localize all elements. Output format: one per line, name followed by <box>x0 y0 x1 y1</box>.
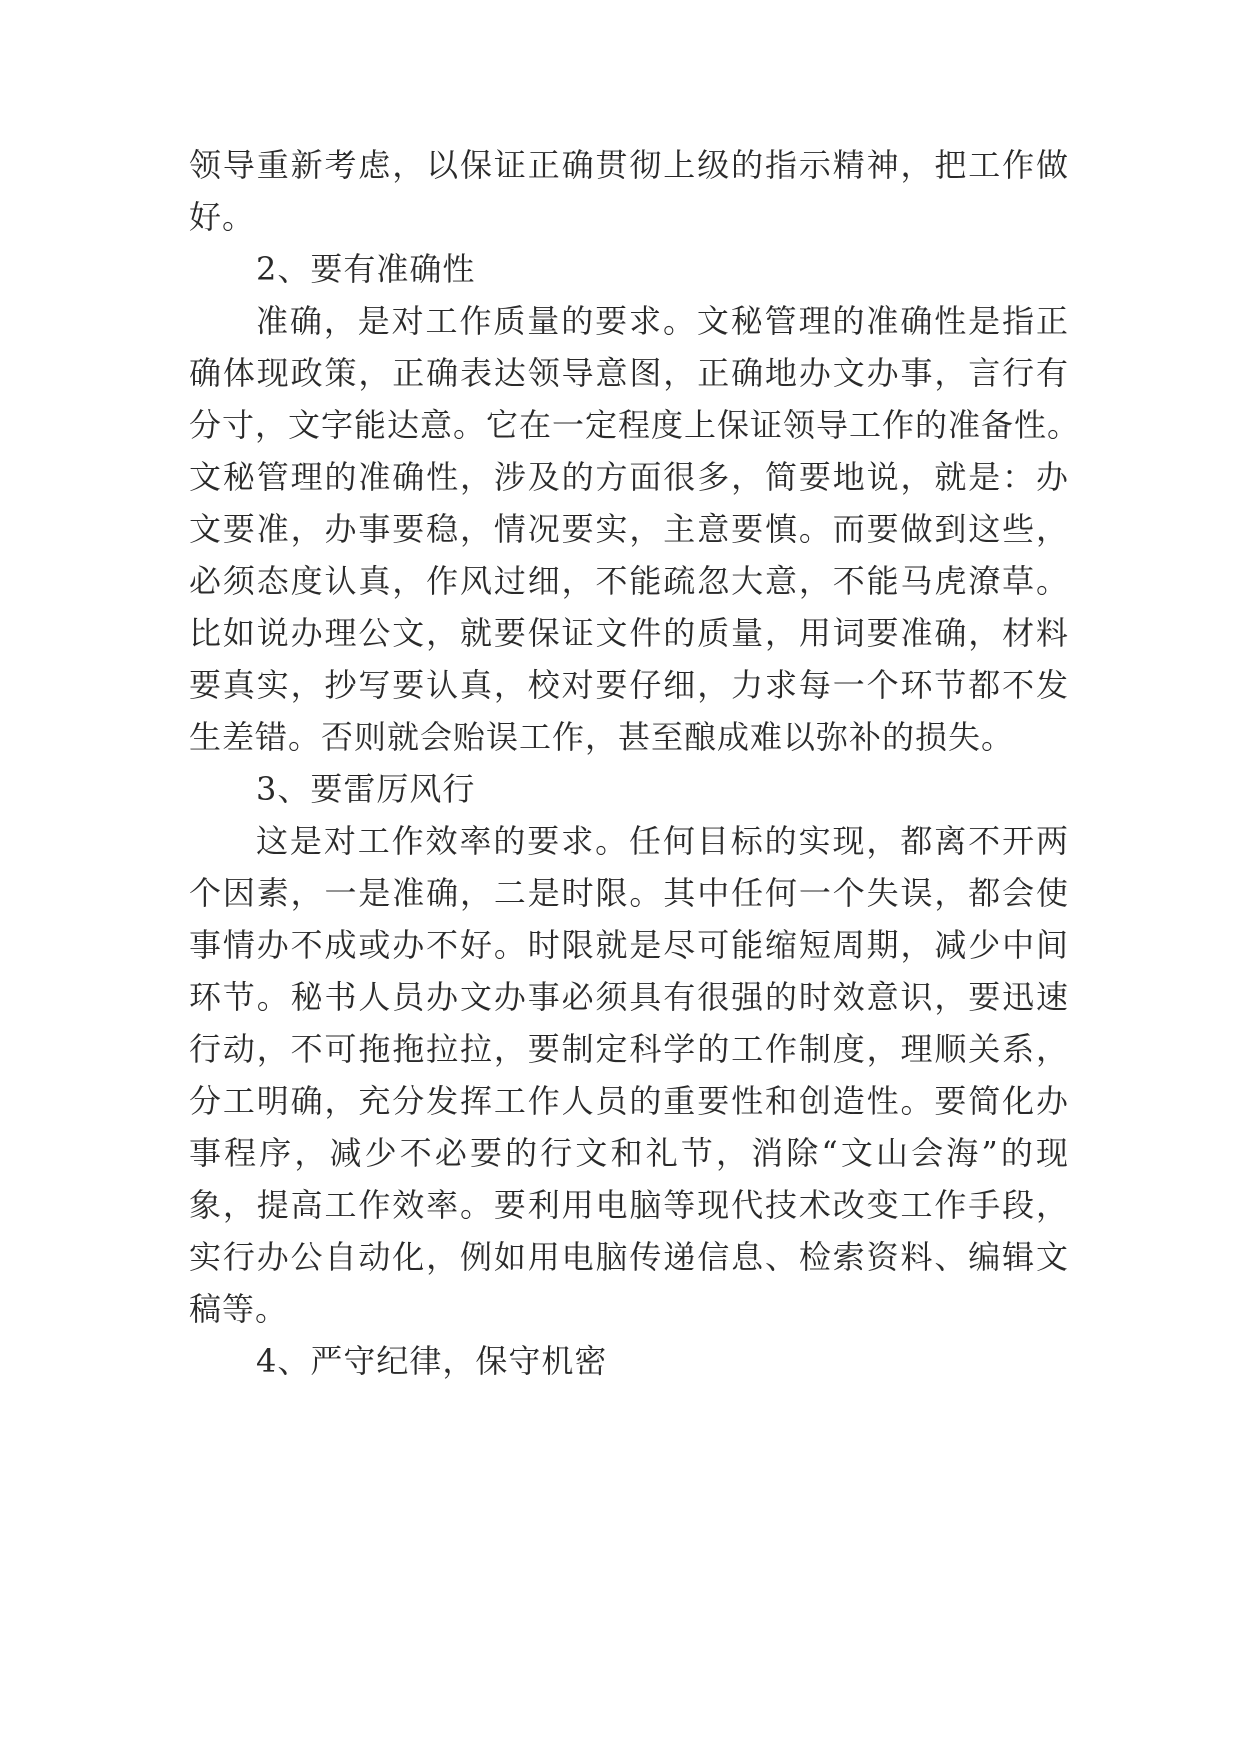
text-line: 个因素，一是准确，二是时限。其中任何一个失误，都会使 <box>189 874 1069 912</box>
text-line: 确体现政策，正确表达领导意图，正确地办文办事，言行有 <box>189 354 1069 392</box>
text-line: 稿等。 <box>189 1290 289 1328</box>
text-line: 事程序，减少不必要的行文和礼节，消除“文山会海”的现 <box>189 1134 1069 1172</box>
text-line: 环节。秘书人员办文办事必须具有很强的时效意识，要迅速 <box>189 978 1069 1016</box>
text-line: 领导重新考虑，以保证正确贯彻上级的指示精神，把工作做 <box>189 146 1069 184</box>
text-line: 必须态度认真，作风过细，不能疏忽大意，不能马虎潦草。 <box>189 562 1069 600</box>
text-line: 准确，是对工作质量的要求。文秘管理的准确性是指正 <box>256 302 1069 340</box>
section-heading-4: 4、严守纪律，保守机密 <box>256 1342 608 1380</box>
text-line: 要真实，抄写要认真，校对要仔细，力求每一个环节都不发 <box>189 666 1069 704</box>
text-line: 文要准，办事要稳，情况要实，主意要慎。而要做到这些， <box>189 510 1069 548</box>
section-heading-3: 3、要雷厉风行 <box>256 770 476 808</box>
text-line: 分工明确，充分发挥工作人员的重要性和创造性。要简化办 <box>189 1082 1069 1120</box>
text-line: 比如说办理公文，就要保证文件的质量，用词要准确，材料 <box>189 614 1069 652</box>
text-line: 好。 <box>189 198 256 236</box>
text-line: 事情办不成或办不好。时限就是尽可能缩短周期，减少中间 <box>189 926 1069 964</box>
text-line: 行动，不可拖拖拉拉，要制定科学的工作制度，理顺关系， <box>189 1030 1069 1068</box>
text-line: 分寸，文字能达意。它在一定程度上保证领导工作的准备性。 <box>189 406 1081 444</box>
section-heading-2: 2、要有准确性 <box>256 250 476 288</box>
text-line: 实行办公自动化，例如用电脑传递信息、检索资料、编辑文 <box>189 1238 1069 1276</box>
text-line: 生差错。否则就会贻误工作，甚至酿成难以弥补的损失。 <box>189 718 1015 756</box>
text-line: 象，提高工作效率。要利用电脑等现代技术改变工作手段， <box>189 1186 1069 1224</box>
text-line: 这是对工作效率的要求。任何目标的实现，都离不开两 <box>256 822 1069 860</box>
text-line: 文秘管理的准确性，涉及的方面很多，简要地说，就是：办 <box>189 458 1069 496</box>
